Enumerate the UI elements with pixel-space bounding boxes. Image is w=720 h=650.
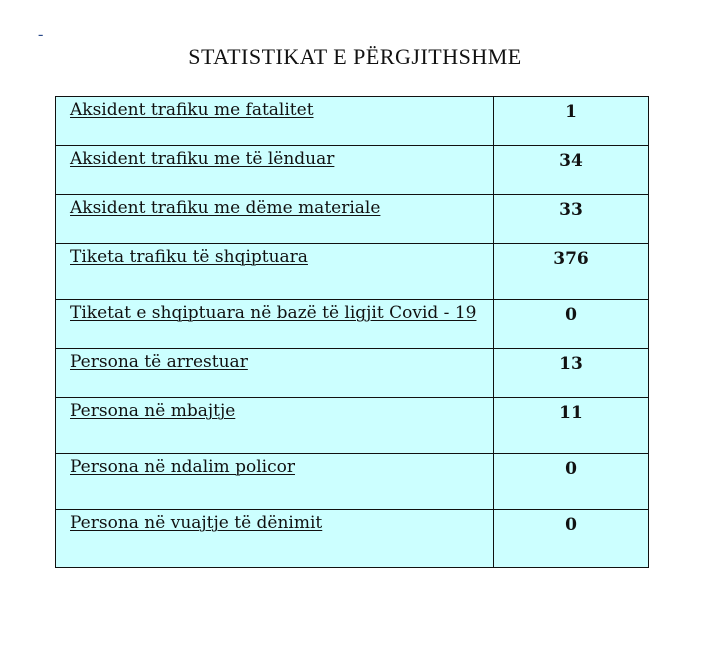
- row-label: Aksident trafiku me dëme materiale: [70, 198, 381, 218]
- row-label: Tiketa trafiku të shqiptuara: [70, 247, 308, 267]
- row-label: Tiketat e shqiptuara në bazë të ligjit Covid - 19: [70, 303, 477, 323]
- row-label-cell: [56, 244, 494, 300]
- table-row: [56, 454, 649, 510]
- row-label-cell: [56, 195, 494, 244]
- row-label-cell: [56, 97, 494, 146]
- row-label: Persona në mbajtje: [70, 401, 236, 421]
- table-row: [56, 398, 649, 454]
- table-row: [56, 146, 649, 195]
- row-value: 13: [494, 349, 649, 398]
- row-label: Aksident trafiku me fatalitet: [70, 100, 314, 120]
- row-label-cell: [56, 300, 494, 349]
- row-label-cell: [56, 510, 494, 568]
- row-value: 0: [494, 454, 649, 510]
- row-label-cell: [56, 398, 494, 454]
- row-label-cell: [56, 146, 494, 195]
- table-row: [56, 300, 649, 349]
- row-value: 1: [494, 97, 649, 146]
- row-value: 376: [494, 244, 649, 300]
- table-row: [56, 195, 649, 244]
- row-label-cell: [56, 349, 494, 398]
- stray-dash: -: [38, 26, 44, 43]
- table-row: [56, 97, 649, 146]
- row-value: 11: [494, 398, 649, 454]
- row-label: Persona në ndalim policor: [70, 457, 295, 477]
- row-value: 0: [494, 300, 649, 349]
- row-value: 33: [494, 195, 649, 244]
- row-label: Persona të arrestuar: [70, 352, 248, 372]
- statistics-table: [55, 96, 649, 568]
- table-row: [56, 510, 649, 568]
- row-value: 34: [494, 146, 649, 195]
- row-label-cell: [56, 454, 494, 510]
- row-label: Persona në vuajtje të dënimit: [70, 513, 323, 533]
- table-row: [56, 244, 649, 300]
- page-title: STATISTIKAT E PËRGJITHSHME: [188, 44, 522, 69]
- table-row: [56, 349, 649, 398]
- row-value: 0: [494, 510, 649, 568]
- row-label: Aksident trafiku me të lënduar: [70, 149, 335, 169]
